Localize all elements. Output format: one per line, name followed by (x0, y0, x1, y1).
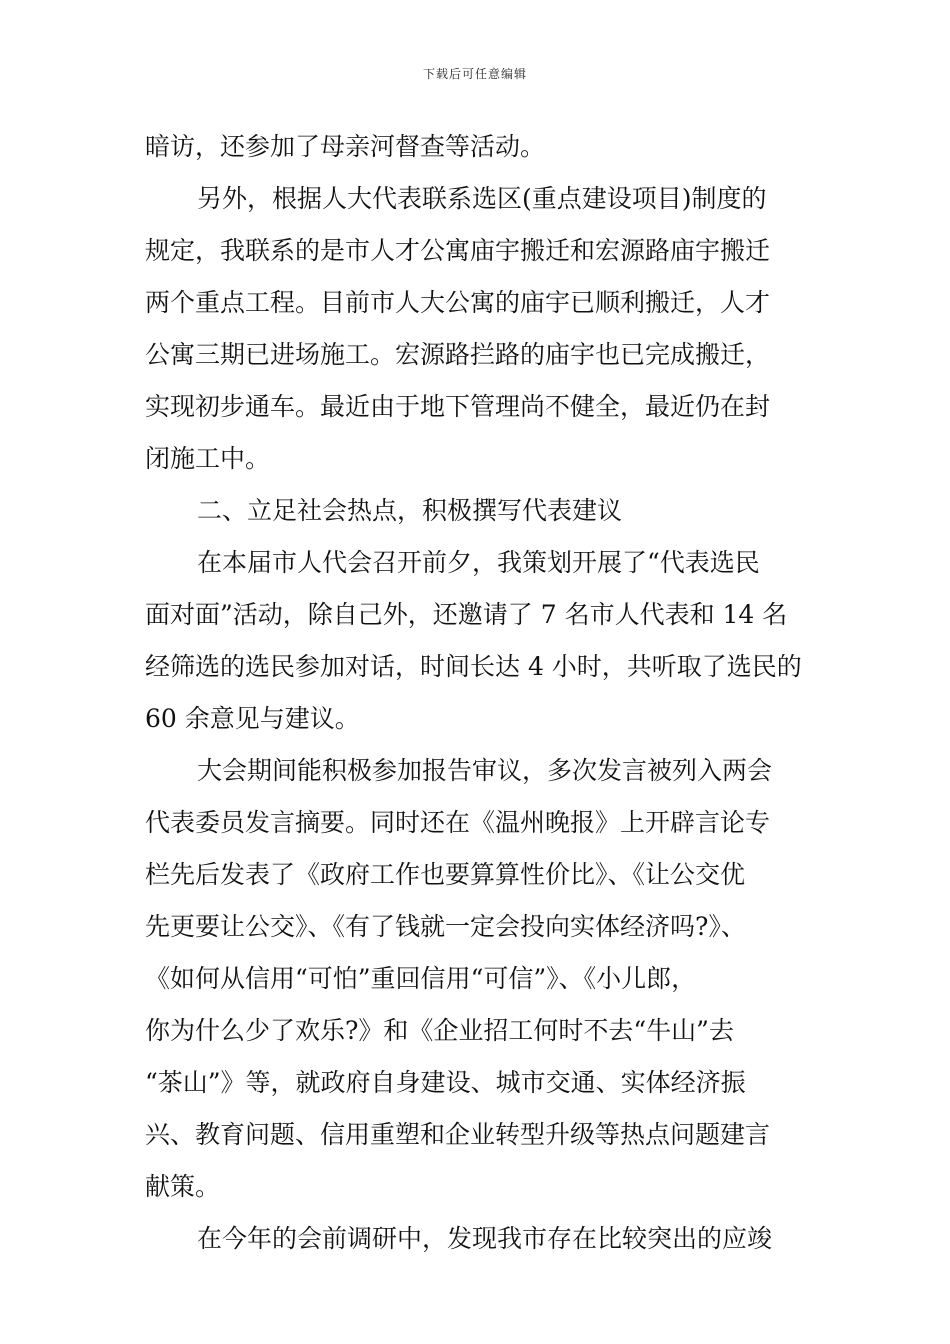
text-line: 两个重点工程。目前市人大公寓的庙宇已顺利搬迁，人才 (145, 288, 771, 317)
text-line: 60 余意见与建议。 (145, 704, 360, 733)
text-line: 实现初步通车。最近由于地下管理尚不健全，最近仍在封 (145, 392, 771, 421)
text-line: 献策。 (145, 1172, 221, 1201)
text-line: 面对面”活动，除自己外，还邀请了 7 名市人代表和 14 名 (145, 600, 788, 629)
text-line: 闭施工中。 (145, 444, 271, 473)
page-header-note: 下载后可任意编辑 (422, 67, 527, 81)
text-line: 公寓三期已进场施工。宏源路拦路的庙宇也已完成搬迁， (145, 340, 771, 369)
text-line: 经筛选的选民参加对话，时间长达 4 小时，共听取了选民的 (145, 652, 802, 681)
text-line: 你为什么少了欢乐?》和《企业招工何时不去“牛山”去 (145, 1016, 734, 1045)
section-heading: 二、立足社会热点，积极撰写代表建议 (197, 496, 623, 525)
paragraph-start-line: 大会期间能积极参加报告审议，多次发言被列入两会 (197, 756, 773, 785)
paragraph-start-line: 在本届市人代会召开前夕，我策划开展了“代表选民 (197, 548, 760, 577)
text-line: 栏先后发表了《政府工作也要算算性价比》、《让公交优 (145, 860, 746, 889)
text-line: “茶山”》等，就政府自身建设、城市交通、实体经济振 (145, 1068, 746, 1097)
text-line: 代表委员发言摘要。同时还在《温州晚报》上开辟言论专 (145, 808, 771, 837)
text-line: 兴、教育问题、信用重塑和企业转型升级等热点问题建言 (145, 1120, 771, 1149)
text-line: 规定，我联系的是市人才公寓庙宇搬迁和宏源路庙宇搬迁 (145, 236, 771, 265)
text-line: 暗访，还参加了母亲河督查等活动。 (145, 132, 546, 161)
text-line: 《如何从信用“可怕”重回信用“可信”》、《小儿郎， (145, 964, 697, 993)
paragraph-start-line: 另外，根据人大代表联系选区(重点建设项目)制度的 (197, 184, 767, 213)
document-body (145, 127, 807, 1271)
paragraph-start-line: 在今年的会前调研中，发现我市存在比较突出的应竣 (197, 1224, 773, 1253)
text-line: 先更要让公交》、《有了钱就一定会投向实体经济吗?》、 (145, 912, 746, 941)
